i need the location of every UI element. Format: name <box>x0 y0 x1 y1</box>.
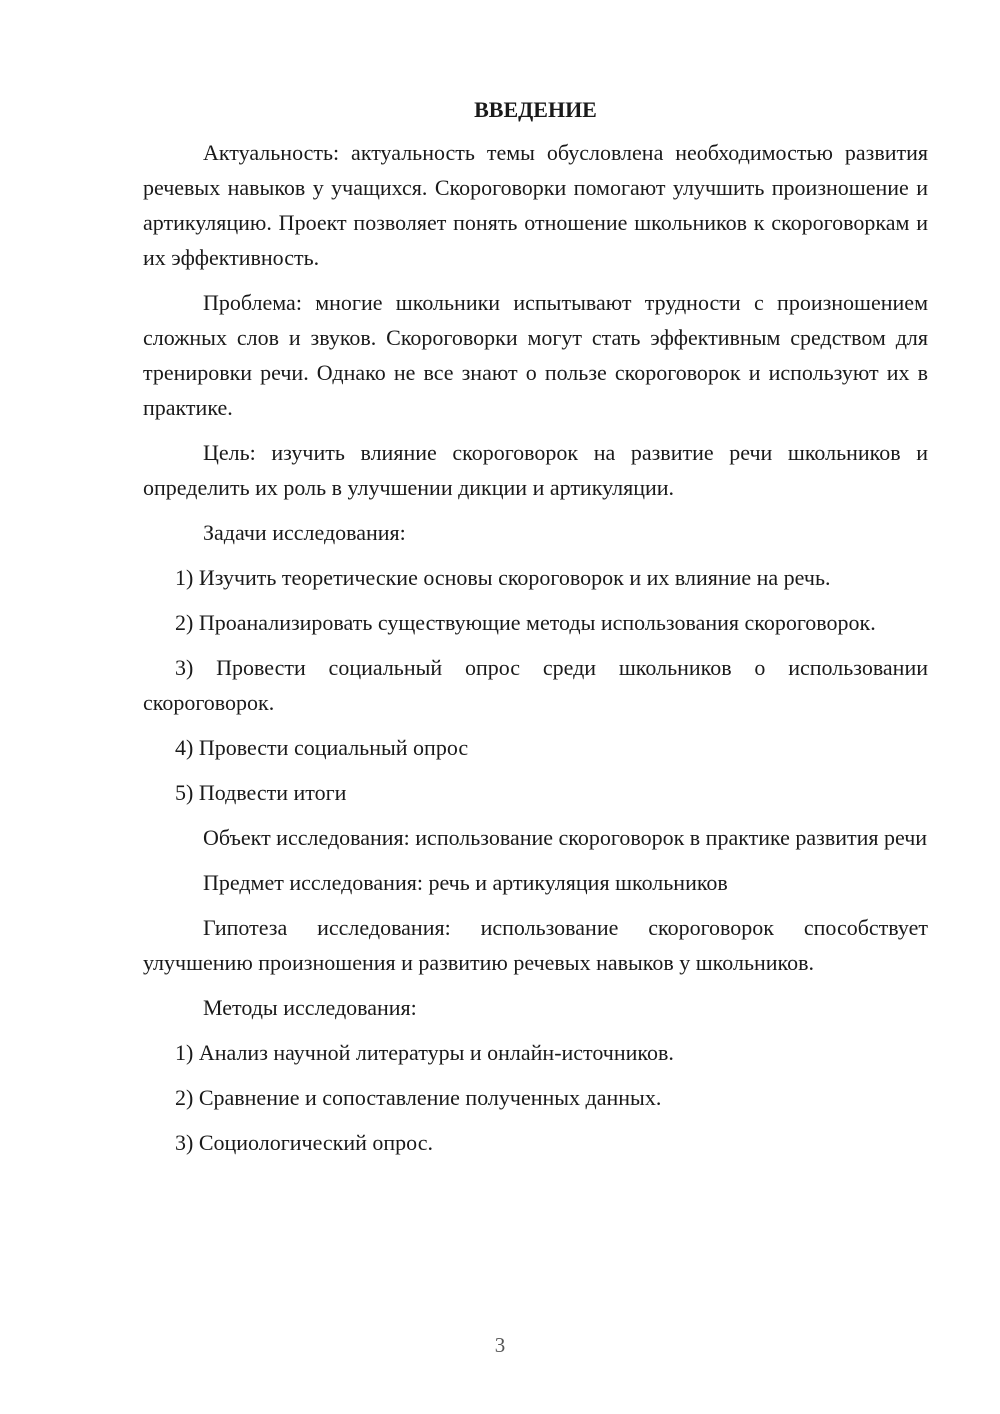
task-item: 3) Провести социальный опрос среди школьников о использовании скороговорок. <box>143 655 928 715</box>
subject-paragraph: Предмет исследования: речь и артикуляция школьников <box>203 870 728 895</box>
methods-heading: Методы исследования: <box>203 995 417 1020</box>
problem-paragraph: Проблема: многие школьники испытывают трудности с произношением сложных слов и звуков. Скороговорки могут стать эффективным средством для тренировки речи. Однако не все знают о пользе скороговорок и используют их в практике. <box>143 290 928 420</box>
section-title: ВВЕДЕНИЕ <box>474 97 597 122</box>
document-body <box>143 92 928 1170</box>
task-item: 1) Изучить теоретические основы скороговорок и их влияние на речь. <box>175 565 831 590</box>
page-number: 3 <box>494 1333 506 1357</box>
goal-paragraph: Цель: изучить влияние скороговорок на развитие речи школьников и определить их роль в улучшении дикции и артикуляции. <box>143 440 928 500</box>
task-item: 5) Подвести итоги <box>175 780 347 805</box>
object-paragraph: Объект исследования: использование скороговорок в практике развития речи <box>203 825 928 850</box>
relevance-paragraph: Актуальность: актуальность темы обусловлена необходимостью развития речевых навыков у учащихся. Скороговорки помогают улучшить произношение и артикуляцию. Проект позволяет понять отношение школьников к скороговоркам и их эффективность. <box>143 140 928 270</box>
method-item: 2) Сравнение и сопоставление полученных данных. <box>175 1085 662 1110</box>
task-item: 2) Проанализировать существующие методы использования скороговорок. <box>175 610 876 635</box>
hypothesis-paragraph: Гипотеза исследования: использование скороговорок способствует улучшению произношения и развитию речевых навыков у школьников. <box>143 915 928 975</box>
tasks-heading: Задачи исследования: <box>203 520 406 545</box>
method-item: 1) Анализ научной литературы и онлайн-источников. <box>175 1040 674 1065</box>
task-item: 4) Провести социальный опрос <box>175 735 469 760</box>
method-item: 3) Социологический опрос. <box>175 1130 433 1155</box>
